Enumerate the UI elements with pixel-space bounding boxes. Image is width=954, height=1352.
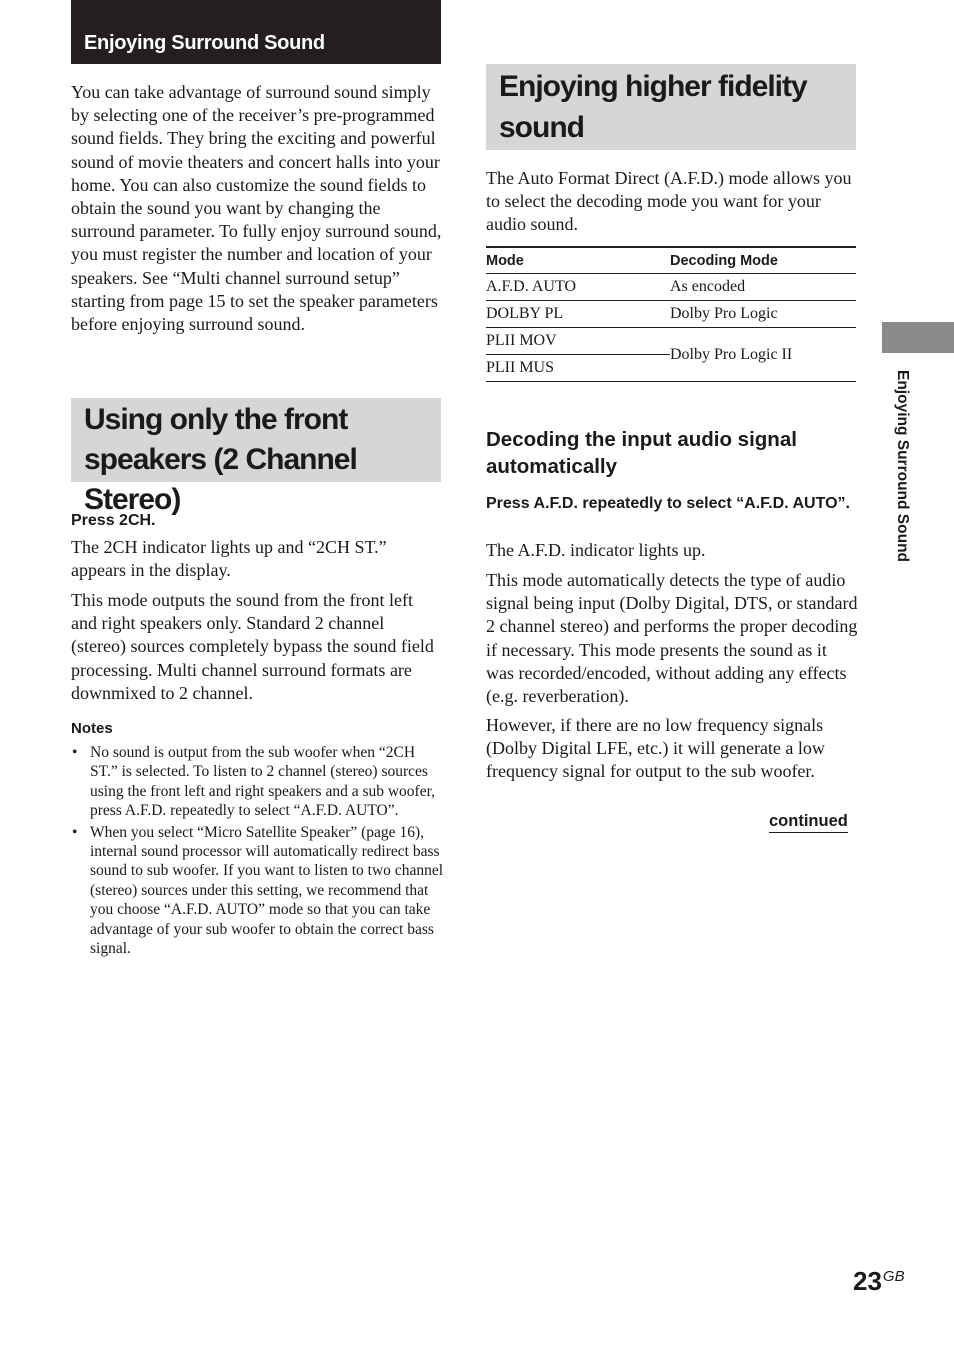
table-cell-decoding: As encoded [670, 274, 856, 301]
afd-lfe-paragraph: However, if there are no low frequency signals (Dolby Digital LFE, etc.) it will generate a low frequency signal for output to the sub woofer. [486, 715, 825, 782]
press-afd-step: Press A.F.D. repeatedly to select “A.F.D. AUTO”. [486, 495, 850, 512]
afd-step-result: The A.F.D. indicator lights up. [486, 540, 706, 560]
table-row [486, 328, 856, 355]
page-number-value: 23 [853, 1266, 882, 1296]
side-thumb-tab [882, 322, 954, 353]
table-row [486, 274, 856, 301]
table-header-mode: Mode [486, 247, 670, 274]
notes-title: Notes [71, 720, 113, 737]
section-header: Enjoying Surround Sound [71, 0, 441, 64]
page-number [853, 1266, 905, 1297]
note-item: • When you select “Micro Satellite Speaker” (page 16), internal sound processor will automatically redirect bass sound to sub woofer. If you want to listen to two channel (stereo) sources under this setting, we recommend that you choose “A.F.D. AUTO” mode so that you can take advantage of your sub woofer to obtain the correct bass signal. [71, 823, 443, 959]
table-cell-mode: PLII MOV [486, 328, 670, 355]
continued-label: continued [769, 812, 848, 833]
table-row [486, 301, 856, 328]
page-region-suffix: GB [882, 1268, 905, 1285]
table-header-decoding-mode: Decoding Mode [670, 247, 856, 274]
note-item: • No sound is output from the sub woofer when “2CH ST.” is selected. To listen to 2 channel (stereo) sources using the front left and right speakers and a sub woofer, press A.F.D. repeatedly to select “A.F.D. AUTO”. [71, 743, 443, 821]
fidelity-intro-paragraph: The Auto Format Direct (A.F.D.) mode allows you to select the decoding mode you want for your audio sound. [486, 168, 852, 235]
table-cell-mode: PLII MUS [486, 355, 670, 382]
fidelity-section-heading: Enjoying higher fidelity sound [486, 64, 856, 150]
table-header-row [486, 247, 856, 274]
side-section-label: Enjoying Surround Sound [894, 370, 911, 563]
table-cell-decoding: Dolby Pro Logic II [670, 328, 856, 382]
table-cell-mode: DOLBY PL [486, 301, 670, 328]
intro-paragraph: You can take advantage of surround sound simply by selecting one of the receiver’s pre-programmed sound fields. They bring the exciting and powerful sound of movie theaters and concert halls into your home. You can also customize the sound fields to obtain the sound you want by changing the surround parameter. To fully enjoy surround sound, you must register the number and location of your speakers. See “Multi channel surround setup” starting from page 15 to set the speaker parameters before enjoying surround sound. [71, 82, 442, 335]
decoding-mode-table [486, 246, 856, 382]
press-2ch-step: Press 2CH. [71, 512, 156, 529]
table-cell-mode: A.F.D. AUTO [486, 274, 670, 301]
afd-description: This mode automatically detects the type of audio signal being input (Dolby Digital, DTS, or standard 2 channel stereo) and performs the proper decoding if necessary. This mode presents the sound as it was recorded/encoded, without adding any effects (e.g. reverberation). [486, 570, 858, 707]
table-cell-decoding: Dolby Pro Logic [670, 301, 856, 328]
stereo-section-heading: Using only the front speakers (2 Channel Stereo) [71, 398, 441, 482]
stereo-step-result: The 2CH indicator lights up and “2CH ST.” appears in the display. [71, 537, 387, 581]
stereo-description: This mode outputs the sound from the front left and right speakers only. Standard 2 channel (stereo) sources completely bypass the sound field processing. Multi channel surround formats are downmixed to 2 channel. [71, 590, 434, 703]
notes-list [71, 743, 443, 960]
decoding-subheading: Decoding the input audio signal automatically [486, 428, 797, 478]
